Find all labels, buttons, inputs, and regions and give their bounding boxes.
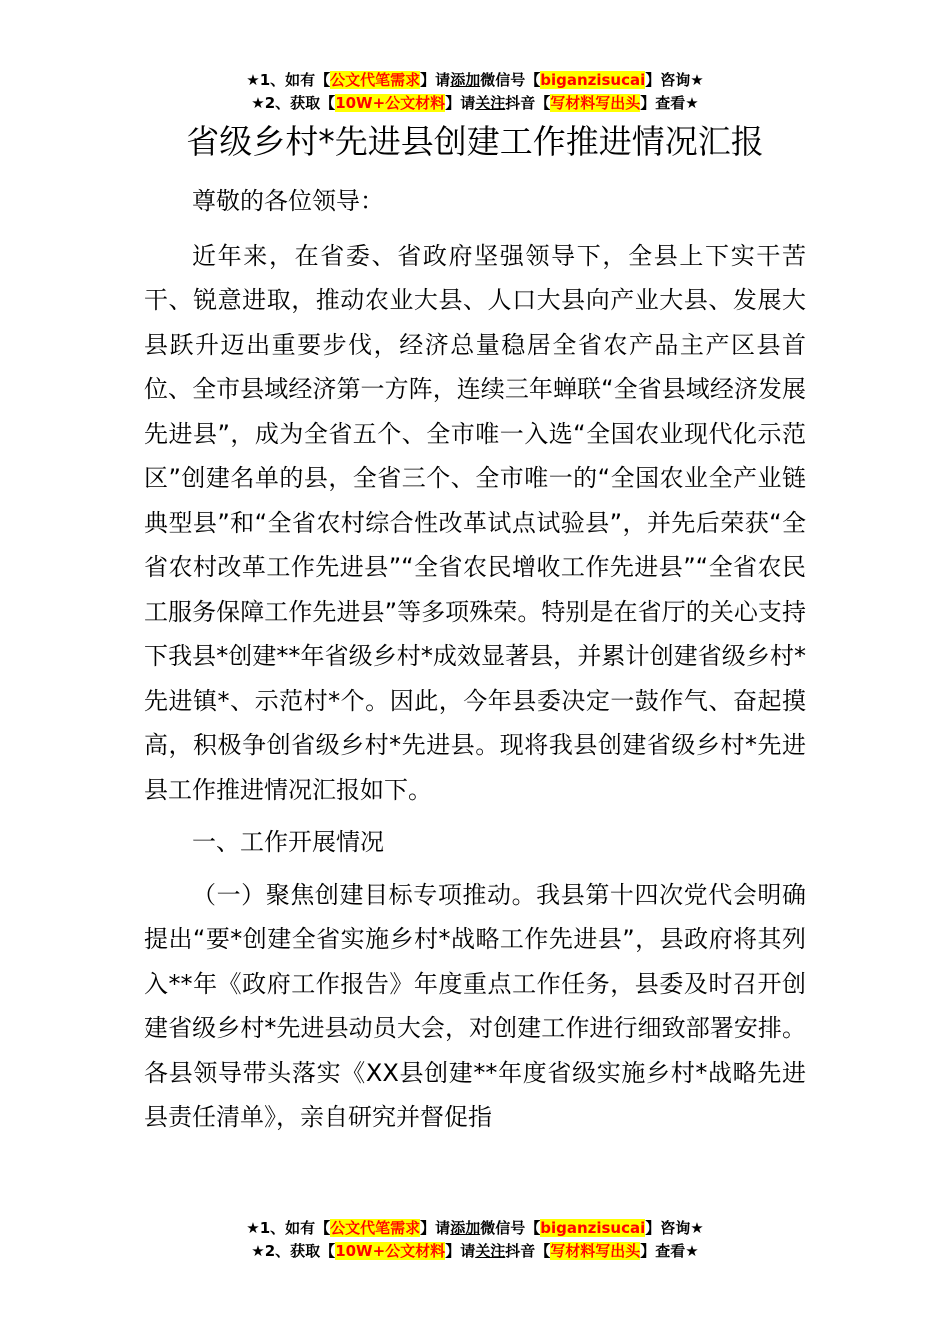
promo-highlight-wechat: biganzisucai <box>540 1219 646 1237</box>
promo-line-1-prefix: ★1、如有【 <box>246 1219 331 1237</box>
promo-line-1 <box>0 69 950 92</box>
promo-line-2-mid: 】请 <box>445 1242 476 1260</box>
promo-line-2 <box>0 92 950 115</box>
promo-line-1-prefix: ★1、如有【 <box>246 71 331 89</box>
promo-highlight-materials: 10W+公文材料 <box>335 1242 446 1260</box>
promo-highlight-wechat: biganzisucai <box>540 71 646 89</box>
section-paragraph: （一）聚焦创建目标专项推动。我县第十四次党代会明确提出“要*创建全省实施乡村*战略工作先进县”，县政府将其列入**年《政府工作报告》年度重点工作任务，县委及时召开创建省级乡村*先进县动员大会，对创建工作进行细致部署安排。各县领导带头落实《XX县创建**年度省级实施乡村*战略先进县责任清单》，亲自研究并督促指 <box>144 880 806 1131</box>
promo-line-1-mid: 】请 <box>420 71 451 89</box>
promo-line-2-mid2: 抖音【 <box>505 1242 551 1260</box>
promo-highlight-douyin: 写材料写出头 <box>550 1242 641 1260</box>
promo-line-1-emph: 添加 <box>450 71 481 89</box>
document-body <box>144 179 806 1140</box>
promo-banner-bottom <box>0 1217 950 1263</box>
promo-line-2-mid: 】请 <box>445 94 476 112</box>
promo-highlight-service: 公文代笔需求 <box>330 1219 421 1237</box>
promo-line-1-mid: 】请 <box>420 1219 451 1237</box>
promo-line-2-mid2: 抖音【 <box>505 94 551 112</box>
promo-highlight-materials: 10W+公文材料 <box>335 94 446 112</box>
promo-line-2-prefix: ★2、获取【 <box>251 1242 336 1260</box>
promo-line-1-mid2: 微信号【 <box>480 1219 541 1237</box>
promo-line-2-suffix: 】查看★ <box>640 1242 699 1260</box>
promo-line-1-emph: 添加 <box>450 1219 481 1237</box>
promo-highlight-douyin: 写材料写出头 <box>550 94 641 112</box>
promo-line-2-emph: 关注 <box>475 1242 506 1260</box>
promo-line-1-mid2: 微信号【 <box>480 71 541 89</box>
promo-line-2 <box>0 1240 950 1263</box>
document-title: 省级乡村*先进县创建工作推进情况汇报 <box>186 122 764 161</box>
promo-highlight-service: 公文代笔需求 <box>330 71 421 89</box>
intro-paragraph: 近年来，在省委、省政府坚强领导下，全县上下实干苦干、锐意进取，推动农业大县、人口大县向产业大县、发展大县跃升迈出重要步伐，经济总量稳居全省农产品主产区县首位、全市县域经济第一方阵，连续三年蝉联“全省县域经济发展先进县”，成为全省五个、全市唯一入选“全国农业现代化示范区”创建名单的县，全省三个、全市唯一的“全国农业全产业链典型县”和“全省农村综合性改革试点试验县”，并先后荣获“全省农村改革工作先进县”“全省农民增收工作先进县”“全省农民工服务保障工作先进县”等多项殊荣。特别是在省厅的关心支持下我县*创建**年省级乡村*成效显著县，并累计创建省级乡村*先进镇*、示范村*个。因此，今年县委决定一鼓作气、奋起摸高，积极争创省级乡村*先进县。现将我县创建省级乡村*先进县工作推进情况汇报如下。 <box>144 241 806 804</box>
promo-line-1 <box>0 1217 950 1240</box>
promo-line-1-suffix: 】咨询★ <box>645 71 704 89</box>
promo-line-1-suffix: 】咨询★ <box>645 1219 704 1237</box>
promo-line-2-prefix: ★2、获取【 <box>251 94 336 112</box>
promo-banner-top <box>0 69 950 115</box>
greeting: 尊敬的各位领导： <box>192 187 384 215</box>
promo-line-2-suffix: 】查看★ <box>640 94 699 112</box>
section-heading: 一、工作开展情况 <box>192 828 384 856</box>
promo-line-2-emph: 关注 <box>475 94 506 112</box>
